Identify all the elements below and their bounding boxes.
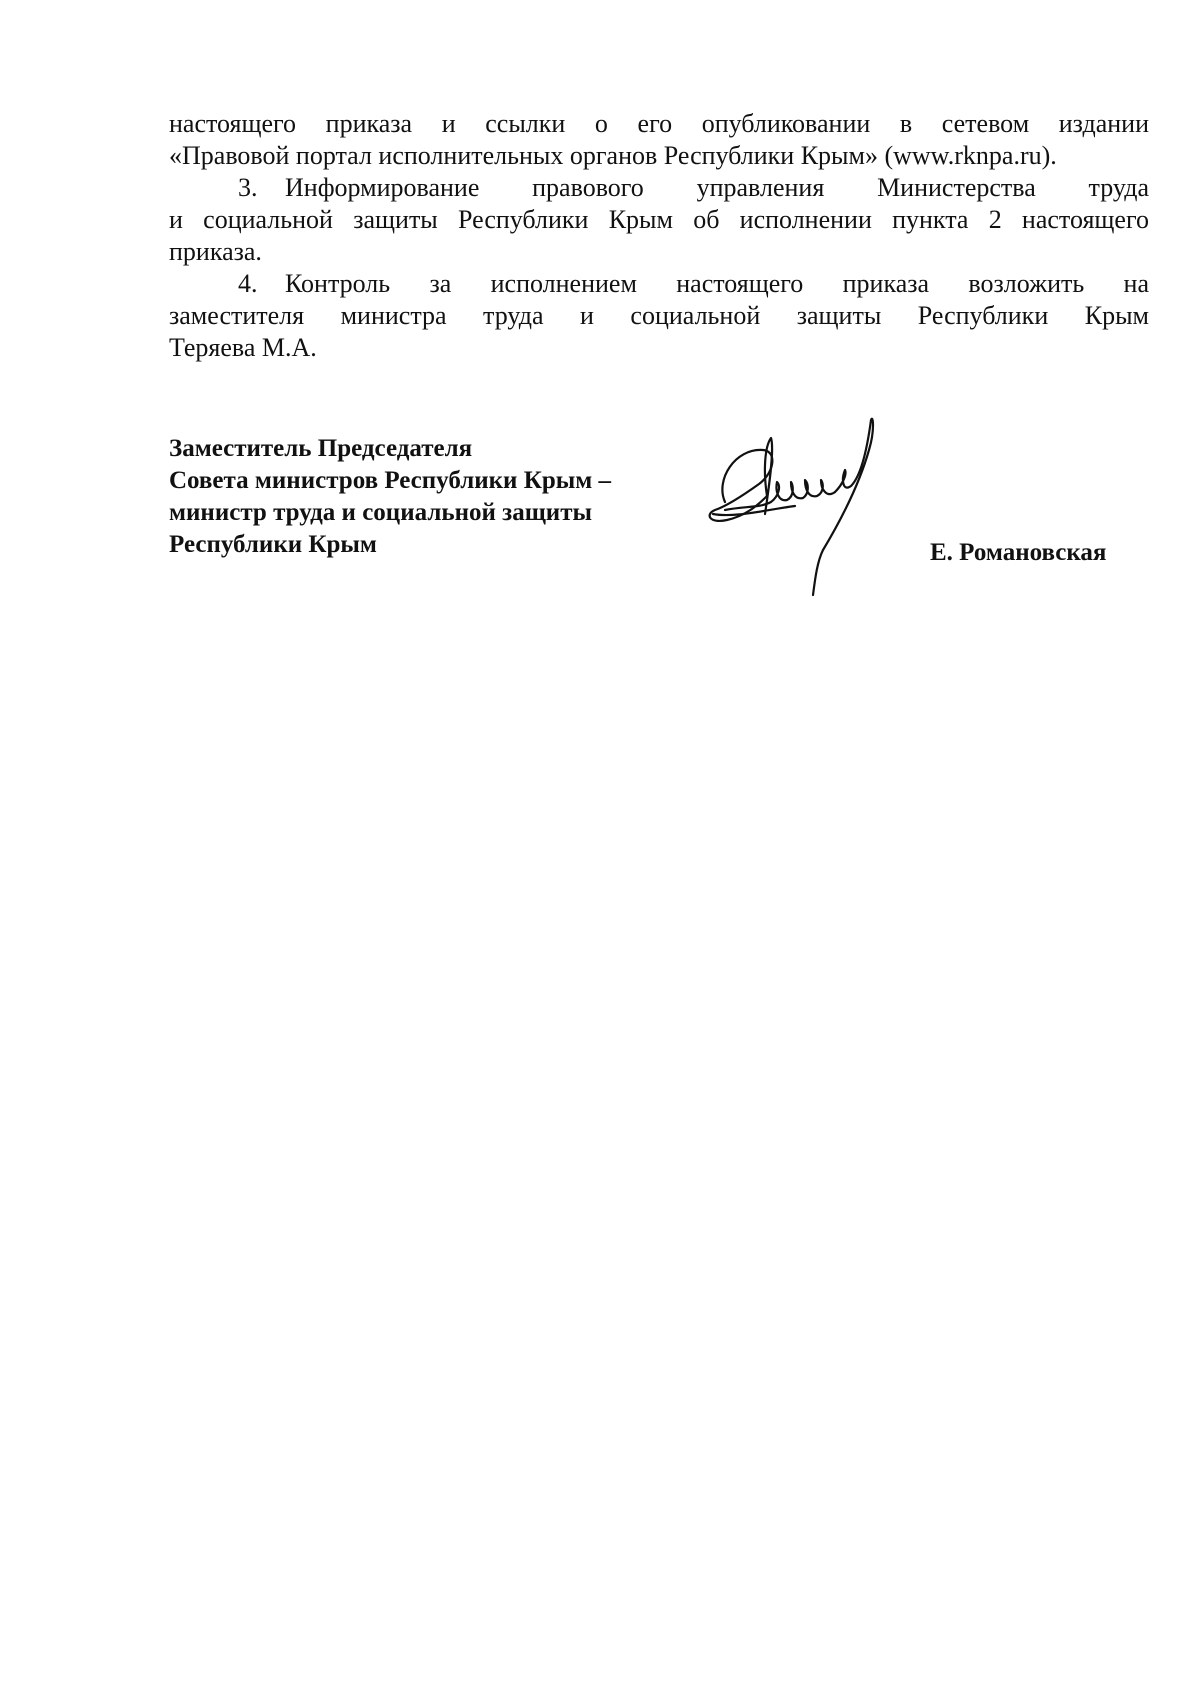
position-line-4: Республики Крым (169, 531, 377, 558)
paragraph-4-line-1-text: Контроль за исполнением настоящего приказа возложить на (285, 269, 1149, 298)
paragraph-3-number: 3. (238, 173, 258, 202)
signatory-position (169, 433, 611, 561)
paragraph-2-line-2: «Правовой портал исполнительных органов Республики Крым» (www.rknpa.ru). (169, 141, 1057, 170)
paragraph-2-line-1: настоящего приказа и ссылки о его опубликовании в сетевом издании (169, 109, 1149, 138)
paragraph-3-line-1 (169, 172, 1149, 204)
paragraph-3-line-2: и социальной защиты Республики Крым об исполнении пункта 2 настоящего (169, 205, 1149, 234)
paragraph-4-line-1 (169, 268, 1149, 300)
paragraph-4-line-3: Теряева М.А. (169, 333, 317, 362)
position-line-3: министр труда и социальной защиты (169, 499, 592, 526)
signer-name: Е. Романовская (930, 539, 1107, 566)
paragraph-3-line-1-text: Информирование правового управления Министерства труда (285, 173, 1149, 202)
position-line-1: Заместитель Председателя (169, 435, 473, 462)
position-line-2: Совета министров Республики Крым – (169, 467, 612, 494)
paragraph-3-line-3: приказа. (169, 237, 262, 266)
paragraph-4-line-2: заместителя министра труда и социальной защиты Республики Крым (169, 301, 1149, 330)
document-body (169, 108, 1149, 364)
handwritten-signature (705, 410, 905, 600)
paragraph-4-number: 4. (238, 269, 258, 298)
